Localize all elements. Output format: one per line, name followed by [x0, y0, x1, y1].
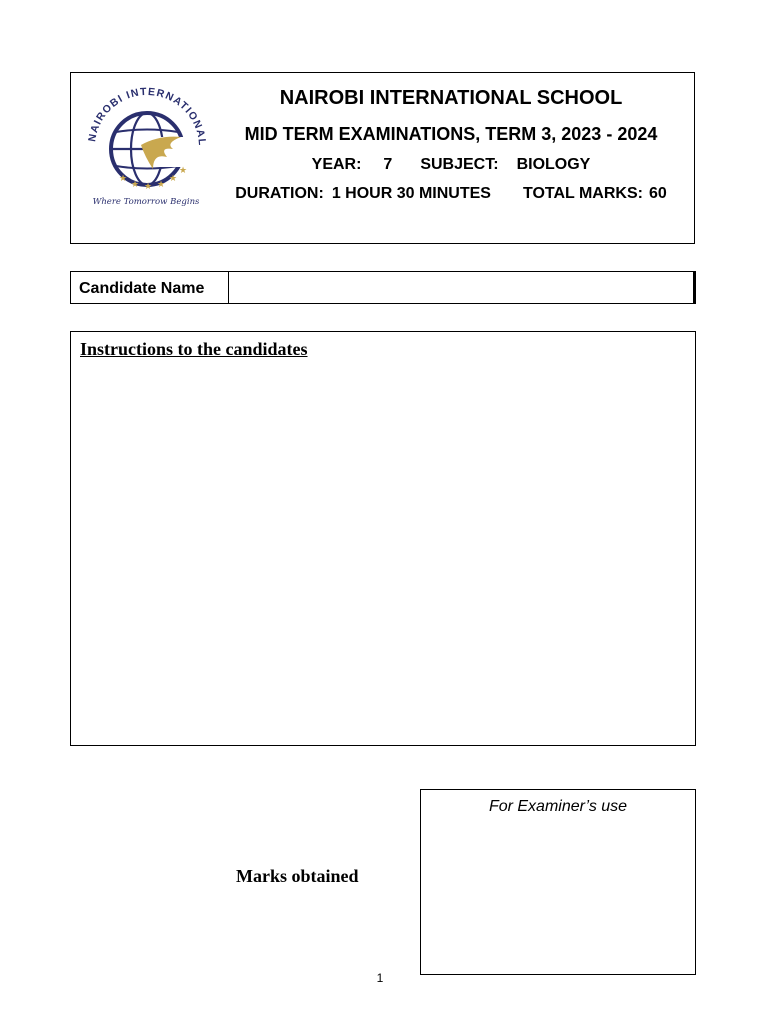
duration-value: 1 HOUR 30 MINUTES — [331, 185, 491, 202]
instructions-box — [70, 331, 696, 746]
candidate-name-label: Candidate Name — [71, 272, 229, 303]
examiner-use-title: For Examiner’s use — [488, 798, 628, 815]
candidate-name-field[interactable] — [229, 272, 695, 303]
duration-label: DURATION: — [235, 185, 324, 202]
svg-text:★: ★ — [144, 181, 153, 191]
marks-obtained-label: Marks obtained — [236, 866, 359, 886]
total-marks-label: TOTAL MARKS: — [522, 185, 643, 202]
year-value: 7 — [383, 156, 393, 173]
exam-header — [70, 72, 695, 244]
svg-text:★: ★ — [169, 173, 178, 183]
school-name: NAIROBI INTERNATIONAL SCHOOL — [279, 87, 623, 109]
logo-motto: Where Tomorrow Begins — [92, 197, 200, 207]
instructions-title: Instructions to the candidates — [80, 339, 308, 359]
subject-value: BIOLOGY — [516, 156, 591, 173]
year-label: YEAR: — [311, 156, 362, 173]
year-subject-line — [211, 156, 691, 174]
svg-text:★: ★ — [119, 173, 128, 183]
school-logo — [81, 77, 213, 213]
svg-text:★: ★ — [179, 165, 188, 175]
exam-title: MID TERM EXAMINATIONS, TERM 3, 2023 - 2024 — [244, 124, 658, 144]
subject-label: SUBJECT: — [420, 156, 499, 173]
total-marks-value: 60 — [648, 185, 667, 202]
duration-marks-line — [211, 185, 691, 203]
logo-arc-text: NAIROBI INTERNATIONAL — [86, 85, 209, 147]
page-number: 1 — [376, 971, 384, 985]
svg-text:★: ★ — [131, 179, 140, 189]
examiner-use-box — [420, 789, 696, 975]
svg-text:★: ★ — [157, 179, 166, 189]
candidate-name-row — [70, 271, 696, 304]
